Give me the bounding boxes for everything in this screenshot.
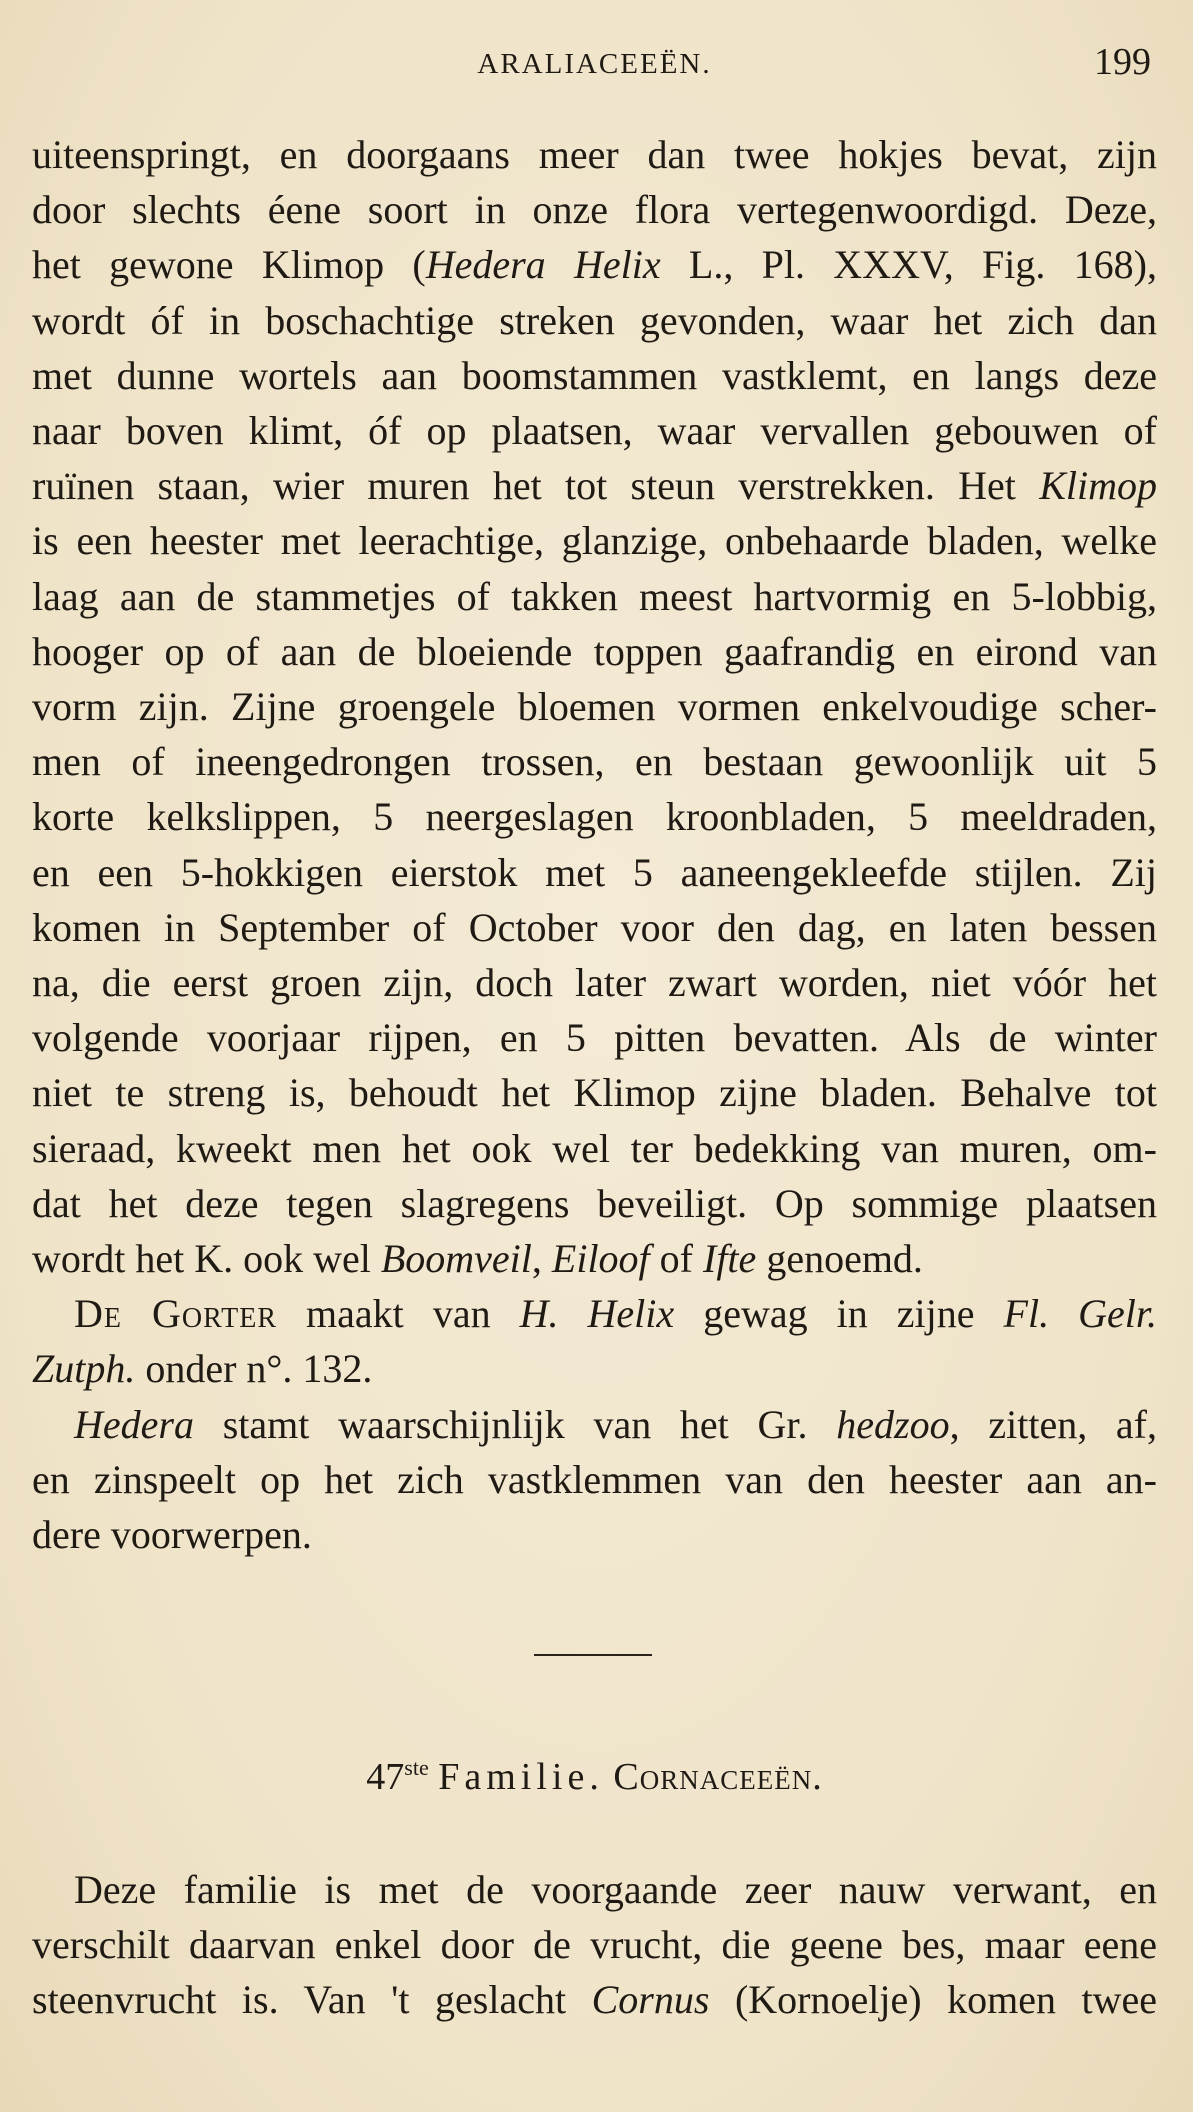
- text-line: met dunne wortels aan boomstammen vastklemt, en langs deze: [32, 352, 1157, 398]
- text-line: dere voorwerpen.: [32, 1512, 312, 1558]
- text-line: is een heester met leerachtige, glanzige, onbehaarde bladen, welke: [32, 518, 1157, 564]
- paragraph-klimop: [32, 127, 1157, 1286]
- text-line: niet te streng is, behoudt het Klimop zijne bladen. Behalve tot: [32, 1070, 1157, 1116]
- text-line: men of ineengedrongen trossen, en bestaan gewoonlijk uit 5: [32, 739, 1157, 785]
- text-line: Hedera stamt waarschijnlijk van het Gr. hedzoo, zitten, af,: [74, 1401, 1158, 1447]
- text-line: uiteenspringt, en doorgaans meer dan twee hokjes bevat, zijn: [32, 132, 1157, 177]
- text-line: wordt óf in boschachtige streken gevonden, waar het zich dan: [32, 297, 1157, 343]
- species-name: Hedera Helix: [425, 242, 661, 288]
- paragraph-etymology: [32, 1397, 1157, 1563]
- text-line: verschilt daarvan enkel door de vrucht, die geene bes, maar eene: [32, 1922, 1157, 1968]
- text-line: naar boven klimt, óf op plaatsen, waar vervallen gebouwen of: [32, 408, 1157, 454]
- text-line: hooger op of aan de bloeiende toppen gaafrandig en eirond van: [32, 628, 1157, 674]
- book-page: [32, 0, 1157, 2112]
- text-line: komen in September of October voor den dag, en laten bessen: [32, 904, 1157, 950]
- family-number: 47: [366, 1756, 405, 1798]
- page-number: 199: [1094, 41, 1151, 83]
- family-ordinal-suffix: ste: [404, 1755, 429, 1780]
- running-head: [32, 38, 1157, 98]
- text-line: wordt het K. ook wel Boomveil, Eiloof of Ifte genoemd.: [32, 1236, 923, 1282]
- author-name: De Gorter: [74, 1291, 278, 1337]
- text-line: en zinspeelt op het zich vastklemmen van den heester aan an-: [32, 1456, 1157, 1502]
- paragraph-de-gorter: [32, 1286, 1157, 1396]
- text-line: laag aan de stammetjes of takken meest hartvormig en 5-lobbig,: [32, 573, 1157, 619]
- text-line: De Gorter maakt van H. Helix gewag in zijne Fl. Gelr.: [74, 1291, 1157, 1337]
- genus-name: Cornus: [591, 1977, 710, 2023]
- text-line: korte kelkslippen, 5 neergeslagen kroonbladen, 5 meeldraden,: [32, 794, 1157, 840]
- text-line: Zutph. onder n°. 132.: [32, 1346, 373, 1392]
- text-line: steenvrucht is. Van 't geslacht Cornus (Kornoelje) komen twee: [32, 1977, 1157, 2023]
- text-line: het gewone Klimop (Hedera Helix L., Pl. XXXV, Fig. 168),: [32, 242, 1157, 288]
- text-line: door slechts éene soort in onze flora vertegenwoordigd. Deze,: [32, 187, 1157, 233]
- main-text: [32, 127, 1157, 1562]
- family-heading: [32, 1755, 1157, 1799]
- text-line: sieraad, kweekt men het ook wel ter bedekking van muren, om-: [32, 1125, 1157, 1171]
- common-name: Klimop: [1039, 463, 1157, 509]
- running-title: ARALIACEEËN.: [477, 48, 712, 80]
- text-line: vorm zijn. Zijne groengele bloemen vormen enkelvoudige scher-: [32, 684, 1157, 730]
- text-line: ruïnen staan, wier muren het tot steun verstrekken. Het Klimop: [32, 463, 1157, 509]
- section-divider: [534, 1654, 652, 1656]
- text-line: en een 5-hokkigen eierstok met 5 aaneengekleefde stijlen. Zij: [32, 849, 1157, 895]
- family-name: Cornaceeën.: [613, 1756, 823, 1798]
- family-label: Familie.: [438, 1756, 604, 1798]
- family-description: [32, 1862, 1157, 2028]
- text-line: volgende voorjaar rijpen, en 5 pitten bevatten. Als de winter: [32, 1015, 1157, 1061]
- text-line: na, die eerst groen zijn, doch later zwart worden, niet vóór het: [32, 960, 1157, 1006]
- text-line: Deze familie is met de voorgaande zeer nauw verwant, en: [74, 1867, 1157, 1912]
- text-line: dat het deze tegen slagregens beveiligt. Op sommige plaatsen: [32, 1180, 1157, 1226]
